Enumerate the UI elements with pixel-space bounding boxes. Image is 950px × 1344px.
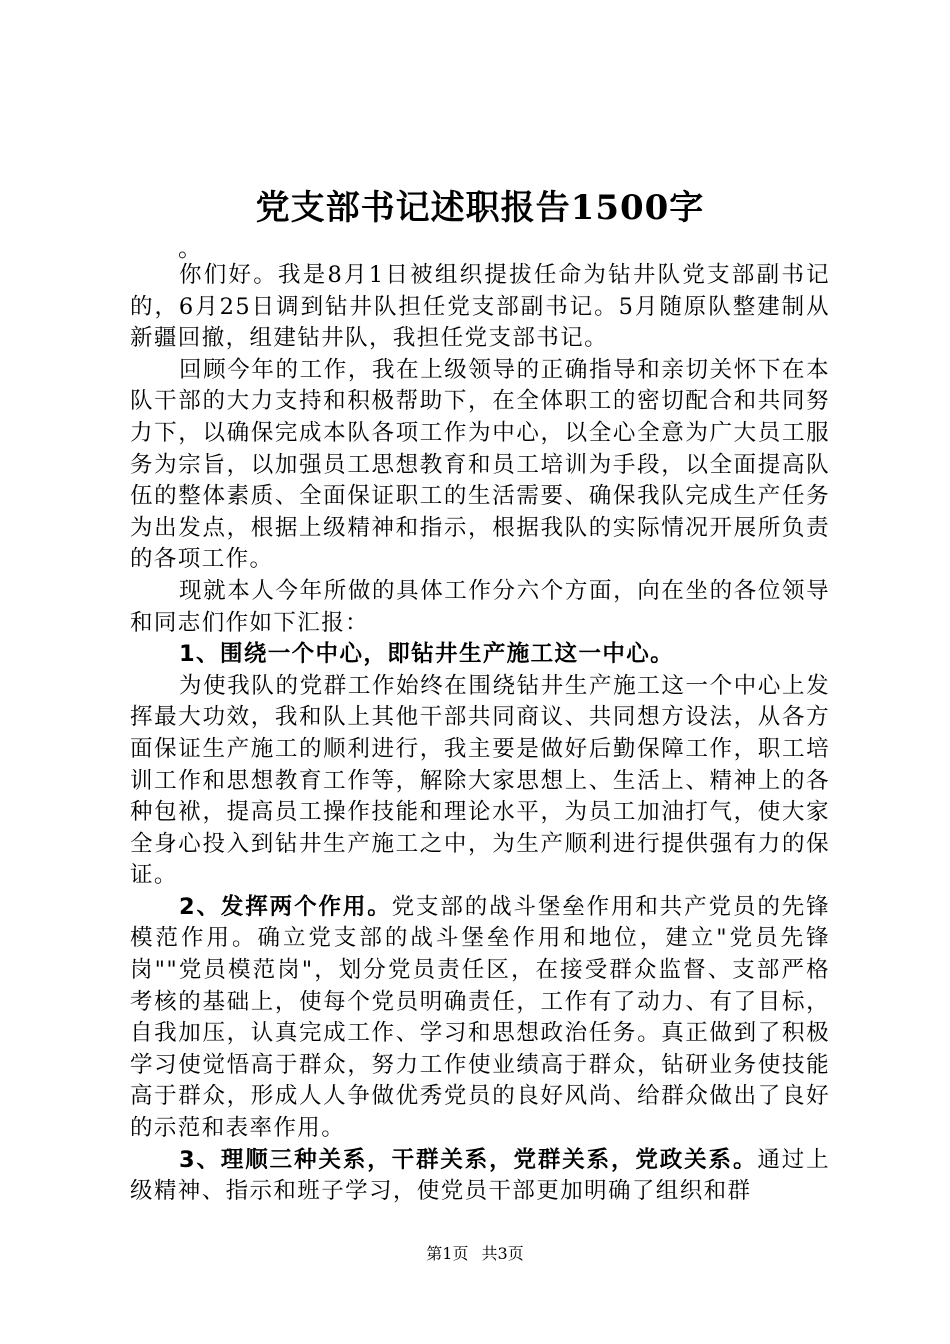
paragraph-heading: 2、发挥两个作用。 [179, 893, 392, 920]
paragraph-text: 通过上级精神、指示和班子学习，使党员干部更加明确了组织和群 [130, 1146, 830, 1205]
paragraph-greeting [130, 260, 830, 355]
paragraph-section-3 [130, 1145, 830, 1208]
paragraph-section-1-body [130, 671, 830, 892]
paragraph-section-2 [130, 892, 830, 1145]
paragraph-intro [130, 576, 830, 639]
paragraph-text: 你们好。我是8月1日被组织提拔任命为钻井队党支部副书记的，6月25日调到钻井队担任党支部副书记。5月随原队整建制从新疆回撤，组建钻井队，我担任党支部书记。 [130, 262, 830, 352]
paragraph-heading: 1、围绕一个中心，即钻井生产施工这一中心。 [179, 641, 675, 668]
document-page [130, 180, 830, 1208]
leading-mark: 。 [178, 234, 202, 262]
page-total: 共3页 [481, 1244, 524, 1263]
paragraph-text: 为使我队的党群工作始终在围绕钻井生产施工这一个中心上发挥最大功效，我和队上其他干部共同商议、共同想方设法，从各方面保证生产施工的顺利进行，我主要是做好后勤保障工作，职工培训工作和思想教育工作等，解除大家思想上、生活上、精神上的各种包袱，提高员工操作技能和理论水平，为员工加油打气，使大家全身心投入到钻井生产施工之中，为生产顺利进行提供强有力的保证。 [130, 672, 830, 889]
document-title: 党支部书记述职报告1500字 [255, 188, 705, 228]
paragraph-review [130, 355, 830, 576]
section-heading-1 [130, 639, 830, 671]
page-footer [0, 1244, 950, 1264]
paragraph-heading: 3、理顺三种关系，干群关系，党群关系，党政关系。 [179, 1146, 758, 1173]
paragraph-text: 现就本人今年所做的具体工作分六个方面，向在坐的各位领导和同志们作如下汇报： [130, 577, 830, 636]
page-number: 第1页 [426, 1244, 469, 1263]
paragraph-text: 回顾今年的工作，我在上级领导的正确指导和亲切关怀下在本队干部的大力支持和积极帮助下，在全体职工的密切配合和共同努力下，以确保完成本队各项工作为中心，以全心全意为广大员工服务为宗旨，以加强员工思想教育和员工培训为手段，以全面提高队伍的整体素质、全面保证职工的生活需要、确保我队完成生产任务为出发点，根据上级精神和指示，根据我队的实际情况开展所负责的各项工作。 [130, 356, 830, 573]
paragraph-text: 党支部的战斗堡垒作用和共产党员的先锋模范作用。确立党支部的战斗堡垒作用和地位，建立"党员先锋岗""党员模范岗"，划分党员责任区，在接受群众监督、支部严格考核的基础上，使每个党员明确责任，工作有了动力、有了目标，自我加压，认真完成工作、学习和思想政治任务。真正做到了积极学习使觉悟高于群众，努力工作使业绩高于群众，钻研业务使技能高于群众，形成人人争做优秀党员的良好风尚、给群众做出了良好的示范和表率作用。 [130, 893, 830, 1142]
